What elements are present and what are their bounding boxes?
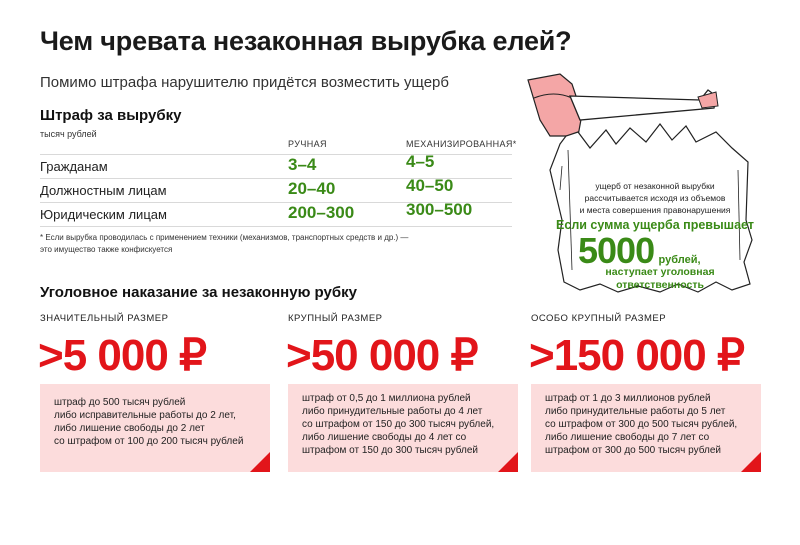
tier-label: КРУПНЫЙ РАЗМЕР: [288, 313, 383, 324]
criminal-title: Уголовное наказание за незаконную рубку: [40, 284, 357, 301]
row-label: Гражданам: [40, 159, 108, 174]
row-label: Должностным лицам: [40, 183, 167, 198]
tier-card: штраф от 1 до 3 миллионов рублей либо принудительные работы до 5 лет со штрафом от 300 до 500 тысяч рублей, либо лишение свободы до 7 лет со штрафом от 300 до 500 тысяч рублей: [531, 384, 761, 472]
damage-amount: 5000 рублей,: [578, 230, 701, 271]
mech-value: 4–5: [406, 152, 435, 171]
mech-value: 40–50: [406, 176, 454, 195]
manual-value: 3–4: [288, 155, 317, 174]
damage-description: ущерб от незаконной вырубки рассчитывается исходя из объемов и места совершения правонарушения: [579, 181, 731, 215]
manual-value: 20–40: [288, 179, 336, 198]
fines-title: Штраф за вырубку: [40, 107, 182, 124]
table-row: [40, 200, 512, 227]
tier-label: ОСОБО КРУПНЫЙ РАЗМЕР: [531, 313, 667, 324]
corner-triangle-icon: [498, 452, 518, 472]
tier-label: ЗНАЧИТЕЛЬНЫЙ РАЗМЕР: [40, 313, 169, 324]
page-title: Чем чревата незаконная вырубка елей?: [40, 26, 572, 56]
corner-triangle-icon: [250, 452, 270, 472]
col-mech-header: МЕХАНИЗИРОВАННАЯ*: [406, 139, 517, 149]
tier-card: штраф до 500 тысяч рублей либо исправительные работы до 2 лет, либо лишение свободы до 2 лет со штрафом от 100 до 200 тысяч рублей: [40, 384, 270, 472]
damage-consequence: наступает уголовная ответственность: [605, 266, 715, 291]
row-label: Юридическим лицам: [40, 207, 167, 222]
col-manual-header: РУЧНАЯ: [288, 139, 327, 149]
tier-amount: >5 000 ₽: [38, 331, 207, 380]
tier-amount: >50 000 ₽: [286, 331, 478, 380]
mech-value: 300–500: [406, 200, 473, 219]
corner-triangle-icon: [741, 452, 761, 472]
fines-unit: тысяч рублей: [40, 129, 97, 139]
footnote: * Если вырубка проводилась с применением техники (механизмов, транспортных средств и др.) — это имущество также конфискуется: [40, 233, 409, 254]
tier-amount: >150 000 ₽: [529, 331, 744, 380]
page-subtitle: Помимо штрафа нарушителю придётся возместить ущерб: [40, 74, 449, 91]
tier-card: штраф от 0,5 до 1 миллиона рублей либо принудительные работы до 4 лет со штрафом от 150 до 300 тысяч рублей, либо лишение свободы до 4 лет со штрафом от 150 до 300 тысяч рублей: [288, 384, 518, 472]
damage-threshold: Если сумма ущерба превышает: [556, 218, 754, 232]
manual-value: 200–300: [288, 203, 355, 222]
